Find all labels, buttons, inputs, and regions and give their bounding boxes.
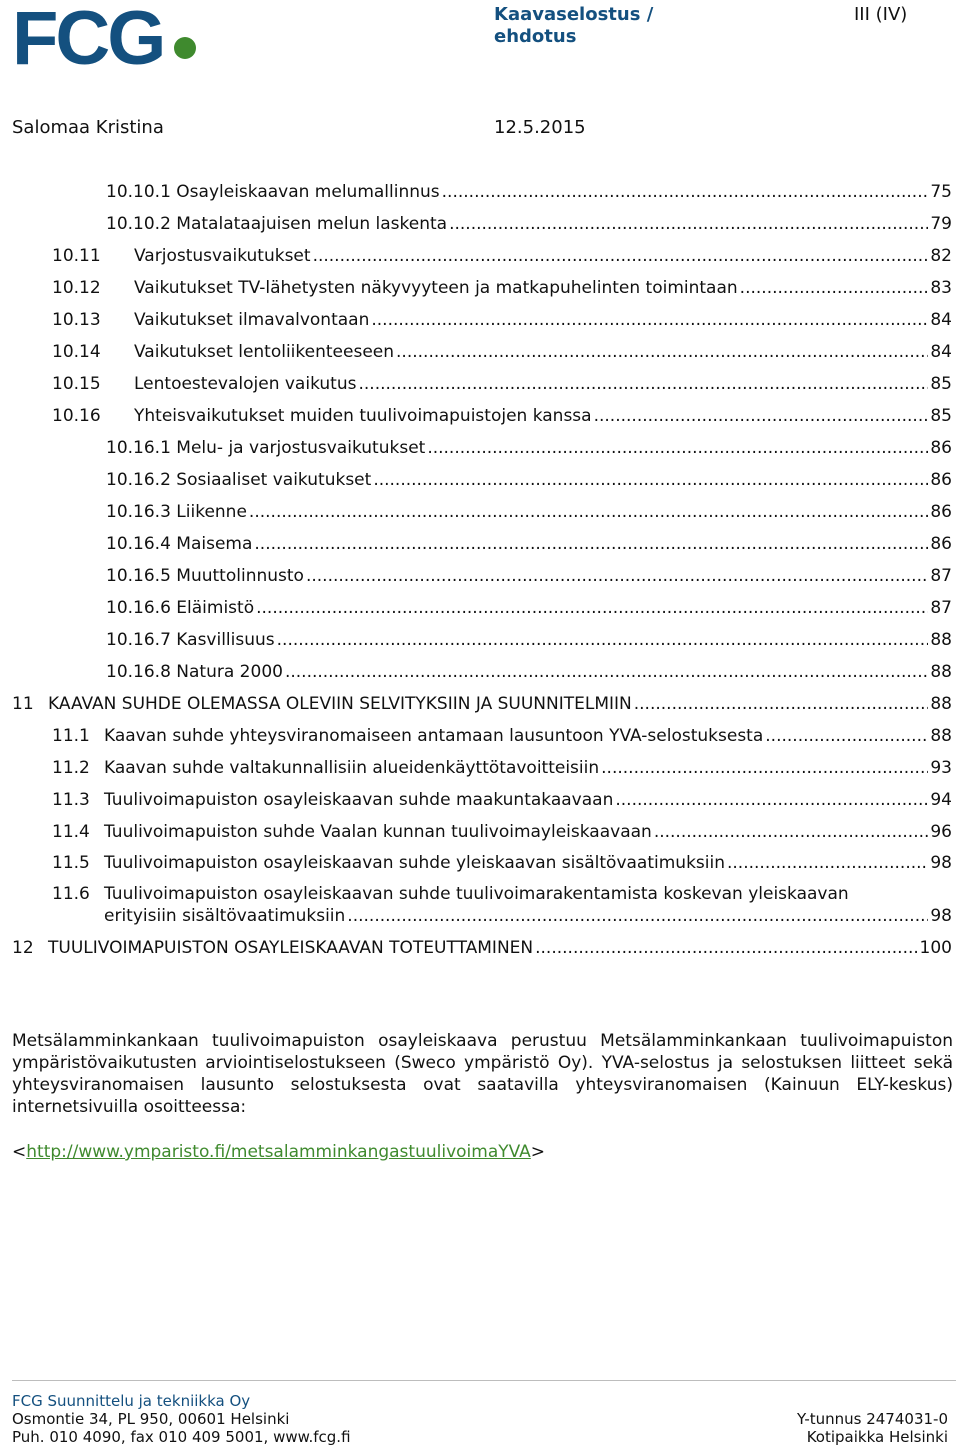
toc-entry[interactable] [12, 688, 952, 720]
footer-company: FCG Suunnittelu ja tekniikka Oy [12, 1392, 251, 1410]
toc-entry[interactable] [52, 272, 952, 304]
logo-dot [174, 37, 196, 59]
toc-entry[interactable] [106, 464, 952, 496]
toc-page: 96 [930, 822, 952, 842]
toc-entry[interactable] [52, 304, 952, 336]
toc-title: Liikenne [176, 502, 247, 522]
footer-business-id: Y-tunnus 2474031-0 [796, 1410, 948, 1428]
toc-title: Kasvillisuus [176, 630, 275, 650]
toc-entry[interactable] [52, 336, 952, 368]
toc-title: Kaavan suhde valtakunnallisiin alueidenkäyttötavoitteisiin [104, 758, 600, 778]
link-suffix: > [530, 1142, 546, 1162]
toc-page: 88 [930, 694, 952, 714]
toc-entry[interactable] [106, 624, 952, 656]
toc-page: 84 [930, 310, 952, 330]
toc-page: 86 [930, 534, 952, 554]
toc-title: Vaikutukset ilmavalvontaan [134, 310, 370, 330]
toc-number: 10.16.1 [106, 438, 171, 458]
page-number: III (IV) [854, 4, 908, 25]
toc-entry[interactable] [106, 560, 952, 592]
toc-page: 88 [930, 662, 952, 682]
toc-number: 10.16.8 [106, 662, 171, 682]
toc-title: Natura 2000 [176, 662, 283, 682]
toc-page: 94 [930, 790, 952, 810]
toc-number: 12 [12, 938, 34, 958]
toc-number: 11.6 [52, 884, 90, 904]
toc-title: Eläimistö [176, 598, 255, 618]
toc-entry[interactable] [106, 656, 952, 688]
toc-entry[interactable] [106, 208, 952, 240]
toc-page: 85 [930, 406, 952, 426]
toc-entry[interactable] [52, 847, 952, 879]
toc-title: Varjostusvaikutukset [134, 246, 311, 266]
toc-title-line1: Tuulivoimapuiston osayleiskaavan suhde tuulivoimarakentamista koskevan yleiskaavan [104, 884, 849, 904]
toc-number: 10.10.1 [106, 182, 171, 202]
toc-page: 87 [930, 598, 952, 618]
link-prefix: < [12, 1142, 27, 1162]
toc-page: 86 [930, 470, 952, 490]
toc-entry[interactable] [106, 528, 952, 560]
toc-page: 86 [930, 502, 952, 522]
toc-entry[interactable] [52, 784, 952, 816]
toc-number: 10.16.4 [106, 534, 171, 554]
toc-number: 11.2 [52, 758, 90, 778]
toc-title: Vaikutukset TV-lähetysten näkyvyyteen ja matkapuhelinten toimintaan [134, 278, 738, 298]
toc-entry[interactable] [106, 496, 952, 528]
toc-title: Lentoestevalojen vaikutus [134, 374, 357, 394]
toc-title: Melu- ja varjostusvaikutukset [176, 438, 426, 458]
toc-title: Vaikutukset lentoliikenteeseen [134, 342, 395, 362]
toc-number: 10.16.6 [106, 598, 171, 618]
toc-title: Tuulivoimapuiston osayleiskaavan suhde yleiskaavan sisältövaatimuksiin [104, 853, 725, 873]
author: Salomaa Kristina [12, 117, 164, 138]
toc-entry[interactable] [12, 932, 952, 964]
toc-title: KAAVAN SUHDE OLEMASSA OLEVIIN SELVITYKSIIN JA SUUNNITELMIIN [48, 694, 632, 714]
toc-title: Tuulivoimapuiston suhde Vaalan kunnan tuulivoimayleiskaavaan [104, 822, 652, 842]
toc-title: Yhteisvaikutukset muiden tuulivoimapuistojen kanssa [134, 406, 592, 426]
toc-entry[interactable] [106, 432, 952, 464]
toc-number: 10.15 [52, 374, 101, 394]
toc-entry[interactable] [52, 400, 952, 432]
toc-number: 10.16.5 [106, 566, 171, 586]
footer-divider [12, 1380, 956, 1381]
footer-domicile: Kotipaikka Helsinki [806, 1428, 948, 1446]
toc-page: 98 [930, 853, 952, 873]
toc-entry[interactable] [104, 900, 952, 932]
toc-entry[interactable] [52, 240, 952, 272]
toc-number: 10.13 [52, 310, 101, 330]
toc-page: 88 [930, 630, 952, 650]
intro-paragraph: Metsälamminkankaan tuulivoimapuiston osayleiskaava perustuu Metsälamminkankaan tuulivoimapuiston ympäristövaikutusten arviointiselostukseen (Sweco ympäristö Oy). YVA-selostus ja selostuksen liitteet sekä yhteysviranomaisen lausunto selostuksesta ovat saatavilla yhteysviranomaisen (Kainuun ELY-keskus) internetsivuilla osoitteessa: [12, 1031, 953, 1117]
toc-entry[interactable] [106, 592, 952, 624]
toc-number: 11.1 [52, 726, 90, 746]
toc-page: 88 [930, 726, 952, 746]
toc-title: erityisiin sisältövaatimuksiin [104, 906, 346, 926]
toc-page: 93 [930, 758, 952, 778]
toc-page: 86 [930, 438, 952, 458]
link-line [12, 1142, 545, 1162]
toc-number: 10.11 [52, 246, 101, 266]
toc-number: 10.14 [52, 342, 101, 362]
footer-address: Osmontie 34, PL 950, 00601 Helsinki [12, 1410, 290, 1428]
toc-page: 100 [919, 938, 952, 958]
logo-text: FCG [12, 4, 164, 68]
toc-number: 10.16.2 [106, 470, 171, 490]
toc-number: 10.16.3 [106, 502, 171, 522]
toc-page: 82 [930, 246, 952, 266]
fcg-logo [12, 4, 198, 68]
toc-entry[interactable] [52, 720, 952, 752]
toc-entry[interactable] [52, 816, 952, 848]
toc-title: Sosiaaliset vaikutukset [176, 470, 372, 490]
toc-entry[interactable] [52, 368, 952, 400]
document-title: Kaavaselostus / ehdotus [494, 4, 654, 47]
toc-number: 11.5 [52, 853, 90, 873]
toc-number: 10.16.7 [106, 630, 171, 650]
toc-title: Muuttolinnusto [176, 566, 304, 586]
toc-title: Matalataajuisen melun laskenta [176, 214, 448, 234]
toc-number: 11.4 [52, 822, 90, 842]
footer-contact: Puh. 010 4090, fax 010 409 5001, www.fcg.fi [12, 1428, 351, 1446]
toc-number: 10.12 [52, 278, 101, 298]
toc-page: 87 [930, 566, 952, 586]
toc-page: 79 [930, 214, 952, 234]
document-date: 12.5.2015 [494, 117, 586, 138]
toc-title: Maisema [176, 534, 253, 554]
toc-title: TUULIVOIMAPUISTON OSAYLEISKAAVAN TOTEUTTAMINEN [48, 938, 534, 958]
toc-number: 10.10.2 [106, 214, 171, 234]
toc-title: Osayleiskaavan melumallinnus [176, 182, 440, 202]
toc-page: 98 [930, 906, 952, 926]
toc-number: 11 [12, 694, 34, 714]
toc-page: 85 [930, 374, 952, 394]
toc-title: Kaavan suhde yhteysviranomaiseen antamaan lausuntoon YVA-selostuksesta [104, 726, 764, 746]
toc-number: 11.3 [52, 790, 90, 810]
toc-entry[interactable] [52, 752, 952, 784]
toc-entry[interactable] [106, 176, 952, 208]
toc-page: 83 [930, 278, 952, 298]
toc-number: 10.16 [52, 406, 101, 426]
yva-link[interactable]: http://www.ymparisto.fi/metsalamminkangastuulivoimaYVA [26, 1142, 531, 1162]
toc-page: 84 [930, 342, 952, 362]
toc-page: 75 [930, 182, 952, 202]
toc-title: Tuulivoimapuiston osayleiskaavan suhde maakuntakaavaan [104, 790, 614, 810]
